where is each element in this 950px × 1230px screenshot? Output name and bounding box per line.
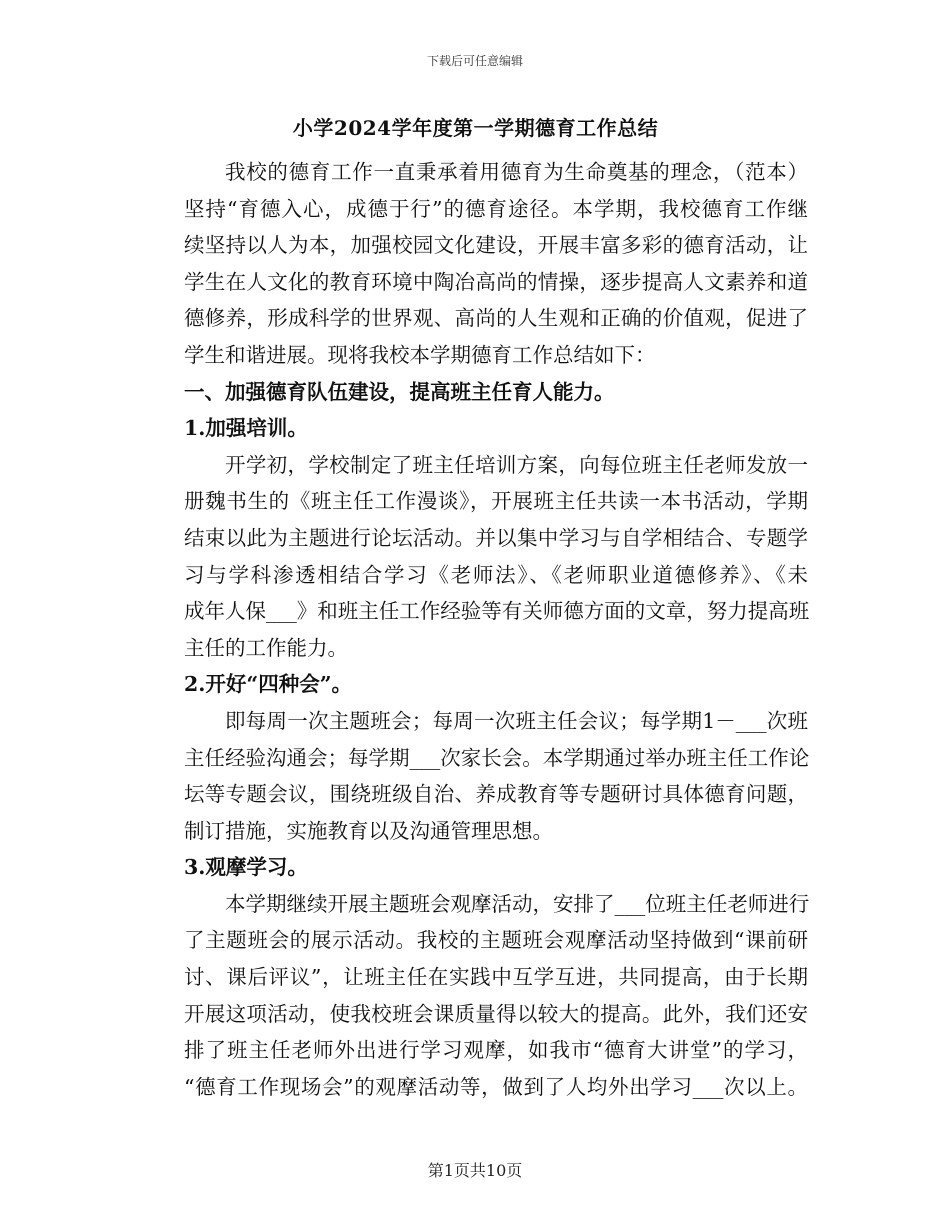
- training-paragraph: [143, 447, 808, 667]
- text-line: 结束以此为主题进行论坛活动。并以集中学习与自学相结合、专题学: [184, 525, 808, 550]
- text-line: 主任的工作能力。: [184, 635, 348, 660]
- intro-paragraph: [143, 154, 808, 374]
- text-line: 德修养，形成科学的世界观、高尚的人生观和正确的价值观，促进了: [184, 306, 808, 331]
- document-title: 小学2024学年度第一学期德育工作总结: [292, 116, 659, 140]
- page-number-footer: 第1页共10页: [427, 1161, 523, 1180]
- observation-paragraph: [143, 886, 808, 1106]
- text-line: 开学初，学校制定了班主任培训方案，向每位班主任老师发放一: [225, 452, 808, 477]
- text-line: 学生和谐进展。现将我校本学期德育工作总结如下：: [184, 342, 656, 367]
- text-line: 了主题班会的展示活动。我校的主题班会观摩活动坚持做到“课前研: [184, 928, 808, 953]
- text-line: 续坚持以人为本，加强校园文化建设，开展丰富多彩的德育活动，让: [184, 233, 808, 258]
- document-body: [143, 102, 808, 1105]
- subsection-heading-observation: 3.观摩学习。: [184, 855, 308, 880]
- text-line: 坚持“育德入心，成德于行”的德育途径。本学期，我校德育工作继: [184, 196, 808, 221]
- text-line: 成年人保___》和班主任工作经验等有关师德方面的文章，努力提高班: [184, 599, 810, 624]
- text-line: 制订措施，实施教育以及沟通管理思想。: [184, 818, 553, 843]
- text-line: 本学期继续开展主题班会观摩活动，安排了___位班主任老师进行: [225, 891, 810, 916]
- header-note: 下载后可任意编辑: [426, 54, 523, 68]
- text-line: 我校的德育工作一直秉承着用德育为生命奠基的理念，（范本）: [225, 160, 808, 184]
- meetings-paragraph: [143, 703, 808, 849]
- subsection-heading-meetings: 2.开好“四种会”。: [184, 672, 352, 697]
- text-line: 册魏书生的《班主任工作漫谈》，开展班主任共读一本书活动，学期: [184, 489, 808, 514]
- text-line: 排了班主任老师外出进行学习观摩，如我市“德育大讲堂”的学习，: [184, 1038, 808, 1063]
- text-line: 即每周一次主题班会；每周一次班主任会议；每学期1－___次班: [225, 708, 808, 733]
- text-line: 习与学科渗透相结合学习《老师法》、《老师职业道德修养》、《未: [184, 562, 808, 587]
- text-line: 讨、课后评议”，让班主任在实践中互学互进，共同提高，由于长期: [184, 965, 808, 990]
- subsection-heading-training: 1.加强培训。: [184, 416, 308, 441]
- text-line: 坛等专题会议，围绕班级自治、养成教育等专题研讨具体德育问题，: [184, 782, 808, 807]
- section-heading: 一、加强德育队伍建设，提高班主任育人能力。: [184, 379, 615, 404]
- text-line: 主任经验沟通会；每学期___次家长会。本学期通过举办班主任工作论: [184, 745, 810, 770]
- text-line: 学生在人文化的教育环境中陶冶高尚的情操，逐步提高人文素养和道: [184, 269, 808, 294]
- text-line: 开展这项活动，使我校班会课质量得以较大的提高。此外，我们还安: [184, 1001, 808, 1026]
- text-line: “德育工作现场会”的观摩活动等，做到了人均外出学习___次以上。: [184, 1074, 808, 1099]
